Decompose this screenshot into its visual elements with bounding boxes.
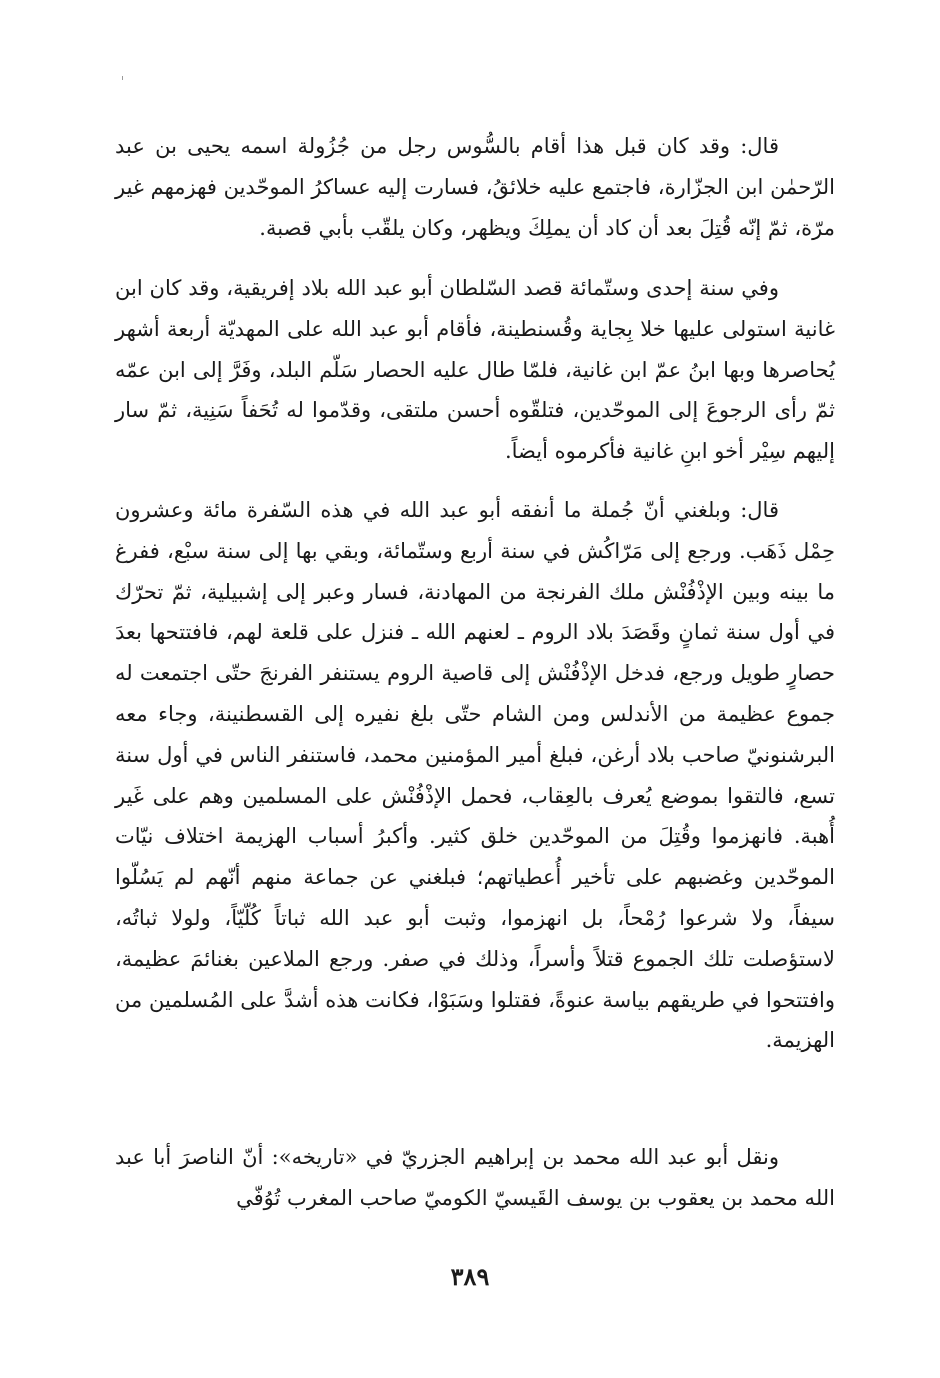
paragraph-1: [115, 126, 835, 248]
paragraph-text: قال: وبلغني أنّ جُملة ما أنفقه أبو عبد الله في هذه السّفرة مائة وعشرون حِمْل ذَهَب. ورجع إلى مَرّاكُش في سنة أربع وستّمائة، وبقي بها إلى سنة سبْع، ففرغ ما بينه وبين الإذْفُنْش ملك الفرنجة من المهادنة، فسار وعبر إلى إشبيلية، ثمّ تحرّك في أول سنة ثمانٍ وقَصَدَ بلاد الروم ـ لعنهم الله ـ فنزل على قلعة لهم، فافتتحها بعدَ حصارٍ طويل ورجع، فدخل الإذْفُنْش إلى قاصية الروم يستنفر الفرنجَ حتّى اجتمعت له جموع عظيمة من الأندلس ومن الشام حتّى بلغ نفيره إلى القسطنينة، وجاء معه البرشنونيّ صاحب بلاد أرغن، فبلغ أمير المؤمنين محمد، فاستنفر الناس في أول سنة تسع، فالتقوا بموضع يُعرف بالعِقاب، فحمل الإذْفُنْش على المسلمين وهم على غَير أُهبة. فانهزموا وقُتِلَ من الموحّدين خلق كثير. وأكبرُ أسباب الهزيمة اختلاف نيّات الموحّدين وغضبهم على تأخير أُعطياتهم؛ فبلغني عن جماعة منهم أنّهم لم يَسُلّوا سيفاً، ولا شرعوا رُمْحاً، بل انهزموا، وثبت أبو عبد الله ثباتاً كُلّيّاً، ولولا ثباتُه، لاستؤصلت تلك الجموع قتلاً وأسراً، وذلك في صفر. ورجع الملاعين بغنائمَ عظيمة، وافتتحوا في طريقهم بياسة عنوةً، فقتلوا وسَبَوْا، فكانت هذه أشدَّ على المُسلمين من الهزيمة.: [115, 498, 835, 1053]
paragraph-3: [115, 490, 835, 1061]
paragraph-2: [115, 268, 835, 472]
paragraph-4: [115, 1137, 835, 1219]
paragraph-text: قال: وقد كان قبل هذا أقام بالسُّوس رجل من جُزُولة اسمه يحيى بن عبد الرّحمٰن ابن الجزّارة، فاجتمع عليه خلائقُ، فسارت إليه عساكرُ الموحّدين فهزمهم غير مرّة، ثمّ إنّه قُتِلَ بعد أن كاد أن يملِكَ ويظهر، وكان يلقّب بأبي قصبة.: [115, 134, 835, 240]
margin-mark: [122, 76, 123, 80]
paragraph-text: وفي سنة إحدى وستّمائة قصد السّلطان أبو عبد الله بلاد إفريقية، وقد كان ابن غانية استولى عليها خلا بِجاية وقُسنطينة، فأقام أبو عبد الله على المهديّة أربعة أشهر يُحاصرها وبها ابنُ عمّ ابن غانية، فلمّا طال عليه الحصار سَلّم البلد، وفَرَّ إلى ابن عمّه ثمّ رأى الرجوعَ إلى الموحّدين، فتلقّوه أحسن ملتقى، وقدّموا له تُحَفاً سَنِية، ثمّ سار إليهم سِيْر أخو ابنِ غانية فأكرموه أيضاً.: [115, 276, 835, 464]
paragraph-text: ونقل أبو عبد الله محمد بن إبراهيم الجزريّ في «تاريخه»: أنّ الناصرَ أبا عبد الله محمد بن يعقوب بن يوسف القَيسيّ الكوميّ صاحب المغرب تُوُفّي: [115, 1145, 835, 1210]
page-number: ٣٨٩: [450, 1262, 490, 1291]
